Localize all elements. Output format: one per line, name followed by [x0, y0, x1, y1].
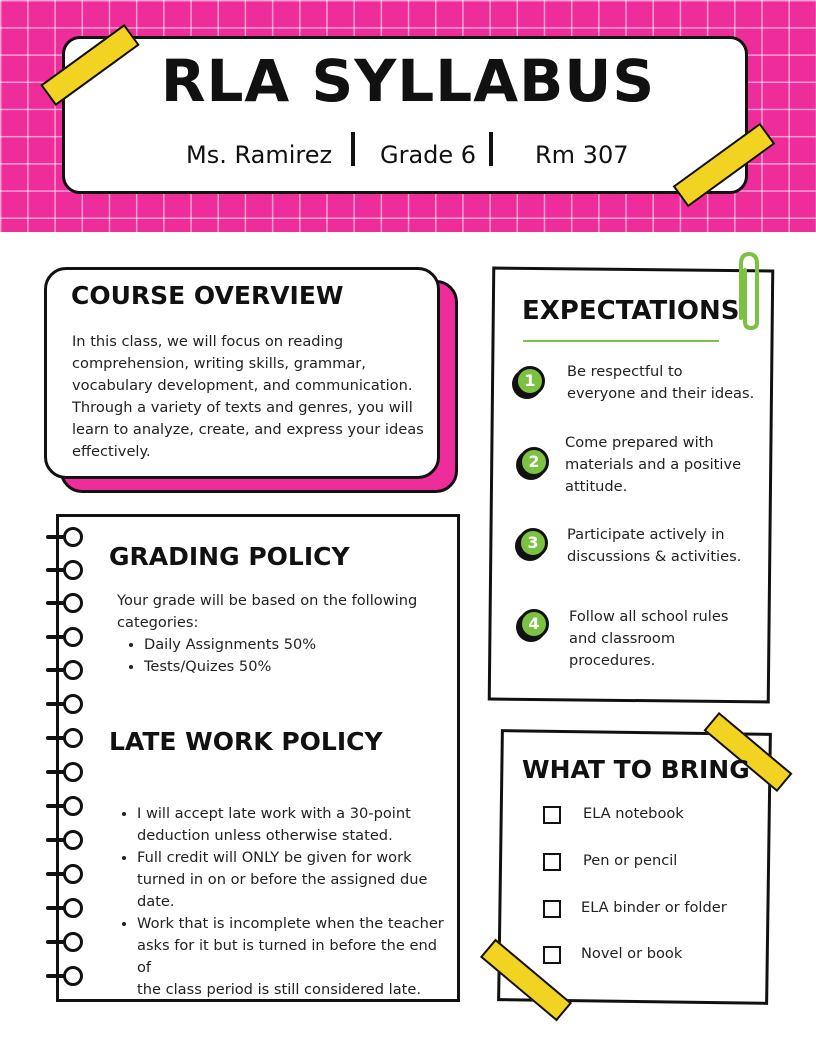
- spiral-ring-icon: [63, 527, 83, 547]
- grade-level: Grade 6: [380, 141, 477, 169]
- late-work-heading: LATE WORK POLICY: [109, 727, 383, 756]
- list-item: • Work that is incomplete when the teacher asks for it but is turned in before the end of the class period is still considered late.: [137, 913, 452, 1001]
- bring-item-label: Novel or book: [581, 945, 683, 962]
- number-badge-2: 2: [519, 447, 549, 477]
- expectation-item: Participate actively in discussions & activities.: [567, 526, 742, 565]
- bring-item-label: ELA notebook: [583, 805, 684, 822]
- spiral-ring-icon: [63, 898, 83, 918]
- divider-bar: [351, 132, 355, 166]
- list-item: • Tests/Quizes 50%: [144, 656, 447, 678]
- divider-bar: [489, 132, 493, 166]
- checkbox-icon[interactable]: [543, 900, 561, 918]
- spiral-ring-icon: [63, 627, 83, 647]
- grading-policy-heading: GRADING POLICY: [109, 542, 350, 571]
- what-to-bring-heading: WHAT TO BRING: [522, 755, 750, 784]
- number-badge-4: 4: [519, 609, 549, 639]
- spiral-ring-icon: [63, 864, 83, 884]
- late-work-text: [117, 803, 452, 1001]
- page-title: RLA SYLLABUS: [160, 47, 656, 115]
- spiral-ring-icon: [63, 593, 83, 613]
- checkbox-icon[interactable]: [543, 946, 561, 964]
- expectations-heading: EXPECTATIONS: [522, 296, 740, 326]
- list-item: • Full credit will ONLY be given for work turned in on or before the assigned due date.: [137, 847, 452, 913]
- teacher-name: Ms. Ramirez: [186, 141, 333, 169]
- expectation-item: Come prepared with materials and a positive attitude.: [565, 434, 742, 495]
- heading-underline: [523, 340, 719, 342]
- spiral-ring-icon: [63, 560, 83, 580]
- room-number: Rm 307: [535, 141, 629, 169]
- expectation-item: Be respectful to everyone and their ideas.: [567, 363, 755, 402]
- checkbox-icon[interactable]: [543, 806, 561, 824]
- spiral-ring-icon: [63, 728, 83, 748]
- checkbox-icon[interactable]: [543, 853, 561, 871]
- bring-item-label: ELA binder or folder: [581, 899, 727, 916]
- list-item: • I will accept late work with a 30-point deduction unless otherwise stated.: [137, 803, 452, 847]
- list-item: • Daily Assignments 50%: [144, 634, 447, 656]
- course-overview-text: In this class, we will focus on reading comprehension, writing skills, grammar, vocabulary development, and communication. Through a variety of texts and genres, you will learn to analyze, create, and express your ideas effectively.: [72, 333, 424, 460]
- expectation-item: Follow all school rules and classroom procedures.: [569, 608, 729, 669]
- number-badge-1: 1: [515, 366, 545, 396]
- spiral-ring-icon: [63, 966, 83, 986]
- grading-policy-text: Your grade will be based on the following categories: • Daily Assignments 50% • Tests/Quizes 50%: [117, 590, 447, 678]
- spiral-ring-icon: [63, 694, 83, 714]
- spiral-ring-icon: [63, 762, 83, 782]
- bring-item-label: Pen or pencil: [583, 852, 678, 869]
- spiral-ring-icon: [63, 830, 83, 850]
- spiral-ring-icon: [63, 932, 83, 952]
- number-badge-3: 3: [518, 528, 548, 558]
- spiral-ring-icon: [63, 660, 83, 680]
- spiral-ring-icon: [63, 796, 83, 816]
- course-overview-heading: COURSE OVERVIEW: [71, 281, 344, 310]
